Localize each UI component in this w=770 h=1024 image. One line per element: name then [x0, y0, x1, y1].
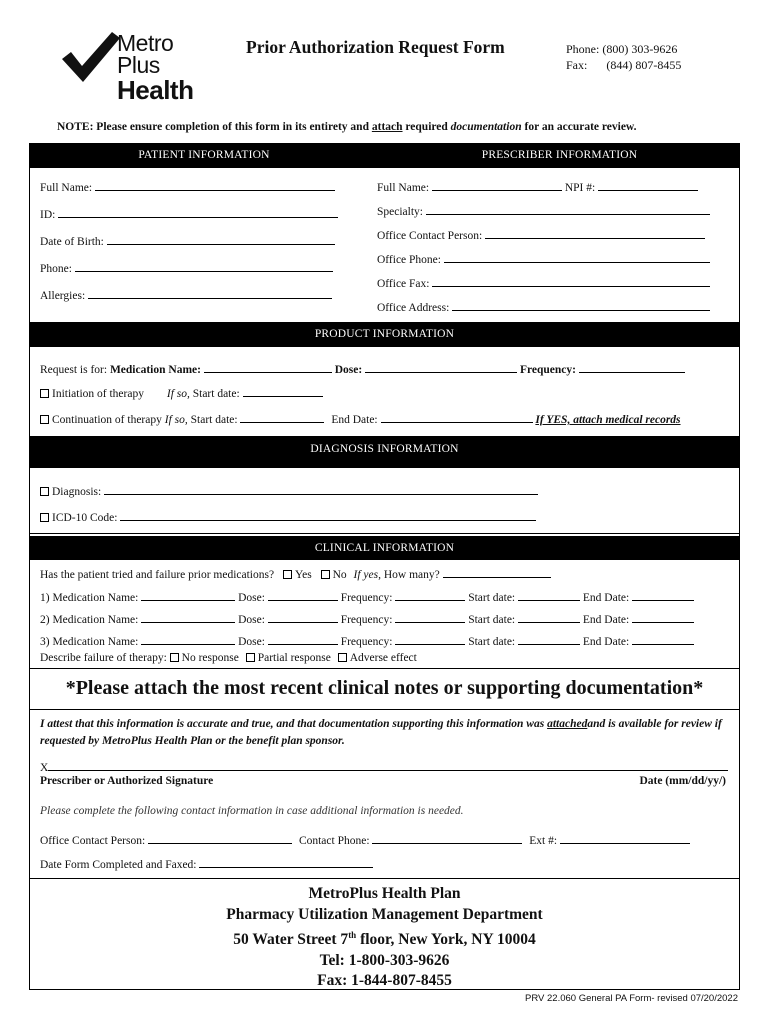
prior-no-checkbox[interactable] — [321, 570, 330, 579]
prescriber-contact-person-field[interactable] — [377, 229, 705, 242]
diagnosis-checkbox[interactable] — [40, 487, 49, 496]
failure-of-therapy-label: Describe failure of therapy: — [40, 652, 167, 664]
signature-line[interactable] — [40, 761, 728, 774]
medication-row-3[interactable] — [40, 635, 694, 648]
patient-phone-label: Phone: — [40, 263, 72, 275]
prescriber-office-address-label: Office Address: — [377, 302, 450, 314]
prescriber-specialty-label: Specialty: — [377, 206, 423, 218]
prescriber-full-name-label: Full Name: — [377, 182, 430, 194]
patient-full-name-field[interactable] — [40, 181, 335, 194]
header-phone — [566, 42, 677, 57]
initiation-checkbox[interactable] — [40, 389, 49, 398]
header-fax — [566, 58, 681, 73]
attest-part2: and is available for review if requested by MetroPlus Health Plan or the benefit plan sponsor. — [40, 718, 722, 747]
patient-allergies-field[interactable] — [40, 289, 332, 302]
medication-row-2-end: End Date: — [582, 614, 630, 626]
prior-how-many-label: How many? — [383, 569, 440, 581]
patient-prescriber-header — [29, 143, 740, 168]
checkmark-icon — [62, 32, 120, 84]
continuation-end-date-label: End Date: — [331, 414, 378, 426]
contact-info-row[interactable] — [40, 834, 690, 847]
metroplus-logo — [62, 30, 212, 108]
diagnosis-field[interactable] — [40, 485, 538, 498]
note-suffix: for an accurate review. — [524, 121, 637, 133]
logo-word-metro: Metro — [117, 30, 174, 56]
initiation-if-so: If so, — [166, 388, 190, 400]
date-completed-label: Date Form Completed and Faxed: — [40, 859, 197, 871]
patient-phone-field[interactable] — [40, 262, 333, 275]
no-response-checkbox[interactable] — [170, 653, 179, 662]
partial-response-checkbox[interactable] — [246, 653, 255, 662]
patient-id-label: ID: — [40, 209, 56, 221]
medication-row-3-end: End Date: — [582, 636, 630, 648]
note-documentation: documentation — [450, 121, 522, 133]
continuation-label: Continuation of therapy — [52, 414, 162, 426]
contact-instruction: Please complete the following contact information in case additional information is needed. — [40, 805, 464, 817]
patient-allergies-label: Allergies: — [40, 290, 86, 302]
initiation-label: Initiation of therapy — [52, 388, 144, 400]
prescriber-section-title: PRESCRIBER INFORMATION — [481, 149, 638, 161]
diagnosis-label: Diagnosis: — [52, 486, 102, 498]
adverse-effect-label: Adverse effect — [349, 652, 417, 664]
date-form-completed-field[interactable] — [40, 858, 373, 871]
prior-if-yes: If yes, — [353, 569, 381, 581]
medication-row-2-frequency: Frequency: — [340, 614, 393, 626]
prescriber-office-address-field[interactable] — [377, 301, 710, 314]
fax-value: (844) 807-8455 — [606, 58, 682, 72]
prescriber-office-fax-label: Office Fax: — [377, 278, 430, 290]
prescriber-full-name-field[interactable] — [377, 181, 698, 194]
continuation-checkbox[interactable] — [40, 415, 49, 424]
signature-x-mark: X — [40, 762, 49, 774]
prior-no-label: No — [332, 569, 347, 581]
note-text — [57, 121, 636, 133]
medication-row-2-dose: Dose: — [238, 614, 265, 626]
adverse-effect-checkbox[interactable] — [338, 653, 347, 662]
patient-dob-field[interactable] — [40, 235, 335, 248]
logo-word-health: Health — [117, 75, 194, 105]
note-attach: attach — [371, 121, 403, 133]
attach-documentation-banner: *Please attach the most recent clinical notes or supporting documentation* — [65, 677, 704, 699]
prior-yes-checkbox[interactable] — [283, 570, 292, 579]
contact-phone-label: Contact Phone: — [298, 835, 370, 847]
footer-fax: Fax: 1-844-807-8455 — [317, 972, 452, 990]
medication-row-3-start: Start date: — [468, 636, 516, 648]
product-section-header: PRODUCT INFORMATION — [29, 322, 740, 347]
partial-response-label: Partial response — [257, 652, 331, 664]
prescriber-npi-label: NPI #: — [564, 182, 596, 194]
signature-date-label: Date (mm/dd/yy/) — [639, 775, 726, 787]
medication-row-3-label: 3) Medication Name: — [40, 636, 139, 648]
phone-value: (800) 303-9626 — [602, 42, 678, 56]
attest-part1: I attest that this information is accurate and true, and that documentation supporting this information was — [40, 718, 545, 730]
diagnosis-section-header: DIAGNOSIS INFORMATION — [29, 436, 740, 468]
medication-row-2[interactable] — [40, 613, 694, 626]
revision-note: PRV 22.060 General PA Form- revised 07/20/2022 — [525, 993, 738, 1004]
patient-id-field[interactable] — [40, 208, 338, 221]
signature-label: Prescriber or Authorized Signature — [40, 775, 214, 787]
product-dose-label: Dose: — [334, 364, 363, 376]
medication-row-1-dose: Dose: — [238, 592, 265, 604]
footer-address-block — [29, 884, 740, 992]
prior-medications-label: Has the patient tried and failure prior medications? — [40, 569, 275, 581]
medication-row-1-end: End Date: — [582, 592, 630, 604]
note-middle: required — [405, 121, 448, 133]
attest-attached: attached — [547, 718, 588, 730]
initiation-therapy-field[interactable] — [40, 387, 323, 400]
medication-row-1-frequency: Frequency: — [340, 592, 393, 604]
prior-medications-question[interactable] — [40, 568, 551, 581]
footer-department: Pharmacy Utilization Management Department — [226, 905, 543, 923]
prescriber-office-phone-field[interactable] — [377, 253, 710, 266]
prescriber-office-phone-label: Office Phone: — [377, 254, 441, 266]
medication-row-3-dose: Dose: — [238, 636, 265, 648]
footer-address — [29, 925, 740, 951]
initiation-start-date-label: Start date: — [192, 388, 240, 400]
prescriber-specialty-field[interactable] — [377, 205, 710, 218]
attach-medical-records-note: If YES, attach medical records — [535, 414, 681, 426]
medication-row-2-start: Start date: — [468, 614, 516, 626]
clinical-section-header: CLINICAL INFORMATION — [29, 536, 740, 560]
icd10-checkbox[interactable] — [40, 513, 49, 522]
phone-label: Phone: — [566, 42, 600, 56]
footer-tel: Tel: 1-800-303-9626 — [319, 951, 450, 969]
continuation-if-so: If so, — [164, 414, 188, 426]
logo-word-plus: Plus — [117, 52, 160, 78]
patient-dob-label: Date of Birth: — [40, 236, 104, 248]
contact-person-label: Office Contact Person: — [40, 835, 146, 847]
footer-address-b: floor, New York, NY 10004 — [356, 931, 536, 949]
fax-label: Fax: — [566, 58, 588, 72]
note-prefix: NOTE: Please ensure completion of this form in its entirety and — [57, 121, 369, 133]
product-request-field[interactable] — [40, 363, 685, 376]
no-response-label: No response — [181, 652, 239, 664]
footer-address-sup: th — [348, 930, 357, 940]
continuation-therapy-field[interactable] — [40, 413, 681, 426]
product-request-label: Request is for: — [40, 364, 108, 376]
medication-row-1-label: 1) Medication Name: — [40, 592, 139, 604]
prescriber-office-fax-field[interactable] — [377, 277, 710, 290]
patient-section-title: PATIENT INFORMATION — [138, 149, 270, 161]
prescriber-contact-person-label: Office Contact Person: — [377, 230, 483, 242]
product-frequency-label: Frequency: — [519, 364, 576, 376]
product-medication-label: Medication Name: — [109, 364, 201, 376]
contact-ext-label: Ext #: — [529, 835, 558, 847]
medication-row-1[interactable] — [40, 591, 694, 604]
continuation-start-date-label: Start date: — [190, 414, 238, 426]
footer-plan-name: MetroPlus Health Plan — [308, 885, 461, 902]
attestation-text — [40, 716, 735, 750]
icd10-field[interactable] — [40, 511, 536, 524]
form-title: Prior Authorization Request Form — [246, 37, 505, 57]
prior-yes-label: Yes — [294, 569, 312, 581]
icd10-label: ICD-10 Code: — [52, 512, 118, 524]
patient-full-name-label: Full Name: — [40, 182, 93, 194]
medication-row-2-label: 2) Medication Name: — [40, 614, 139, 626]
medication-row-3-frequency: Frequency: — [340, 636, 393, 648]
failure-of-therapy-field[interactable] — [40, 652, 417, 664]
footer-address-a: 50 Water Street 7 — [233, 931, 349, 949]
medication-row-1-start: Start date: — [468, 592, 516, 604]
